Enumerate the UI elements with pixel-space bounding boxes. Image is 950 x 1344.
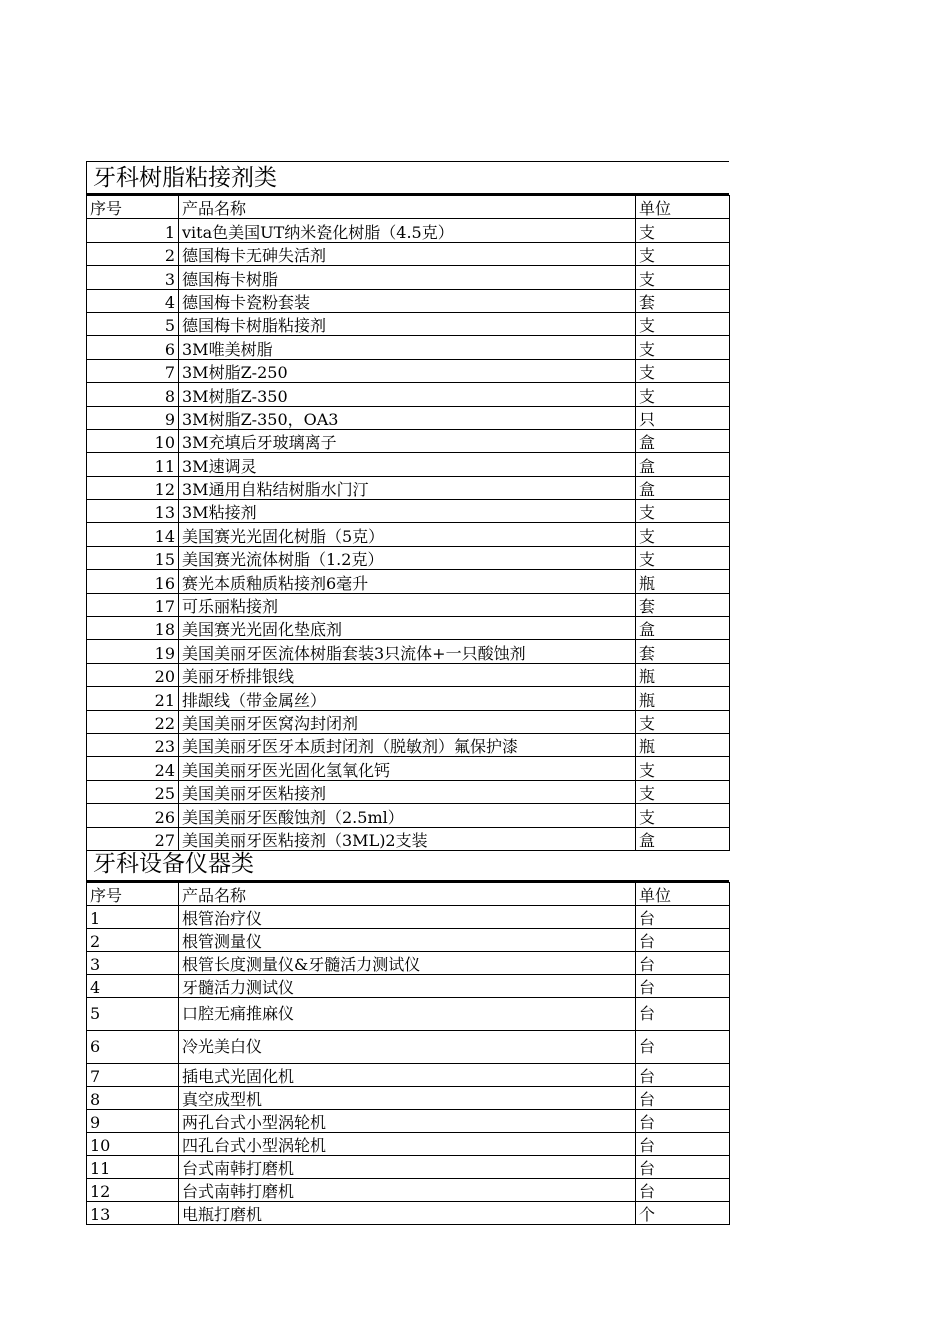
cell-unit: 台 <box>636 1110 730 1133</box>
cell-index: 25 <box>87 780 179 803</box>
cell-product-name: 可乐丽粘接剂 <box>179 593 636 616</box>
cell-product-name: 美国赛光流体树脂（1.2克） <box>179 546 636 569</box>
cell-unit: 台 <box>636 906 730 929</box>
cell-product-name: 冷光美白仪 <box>179 1031 636 1064</box>
table-row <box>87 1087 730 1110</box>
cell-index: 20 <box>87 663 179 686</box>
cell-unit: 只 <box>636 406 730 429</box>
cell-index: 9 <box>87 1110 179 1133</box>
cell-product-name: 插电式光固化机 <box>179 1064 636 1087</box>
cell-product-name: 德国梅卡树脂 <box>179 266 636 289</box>
resin-adhesive-table <box>86 195 730 851</box>
table-row <box>87 219 730 242</box>
cell-index: 2 <box>87 242 179 265</box>
cell-index: 12 <box>87 476 179 499</box>
cell-index: 24 <box>87 757 179 780</box>
cell-product-name: 3M树脂Z-350 <box>179 383 636 406</box>
table-row <box>87 998 730 1031</box>
cell-index: 3 <box>87 952 179 975</box>
cell-unit: 台 <box>636 929 730 952</box>
table-row <box>87 804 730 827</box>
table-row <box>87 1064 730 1087</box>
table-row <box>87 476 730 499</box>
cell-product-name: 美国美丽牙医窝沟封闭剂 <box>179 710 636 733</box>
cell-unit: 支 <box>636 359 730 382</box>
cell-product-name: 3M粘接剂 <box>179 500 636 523</box>
header-index: 序号 <box>87 883 179 906</box>
table-row <box>87 617 730 640</box>
cell-unit: 瓶 <box>636 663 730 686</box>
table-row <box>87 1202 730 1225</box>
cell-product-name: 德国梅卡树脂粘接剂 <box>179 312 636 335</box>
cell-index: 4 <box>87 975 179 998</box>
table-row <box>87 383 730 406</box>
cell-index: 16 <box>87 570 179 593</box>
table-row <box>87 359 730 382</box>
table-row <box>87 640 730 663</box>
cell-index: 10 <box>87 1133 179 1156</box>
cell-unit: 盒 <box>636 827 730 850</box>
cell-product-name: 真空成型机 <box>179 1087 636 1110</box>
cell-unit: 支 <box>636 523 730 546</box>
cell-product-name: 两孔台式小型涡轮机 <box>179 1110 636 1133</box>
cell-unit: 支 <box>636 710 730 733</box>
header-unit: 单位 <box>636 883 730 906</box>
cell-index: 12 <box>87 1179 179 1202</box>
equipment-table <box>86 882 730 1225</box>
cell-unit: 套 <box>636 593 730 616</box>
table-row <box>87 952 730 975</box>
cell-unit: 台 <box>636 1064 730 1087</box>
section-title-equipment: 牙科设备仪器类 <box>86 848 729 882</box>
cell-unit: 盒 <box>636 617 730 640</box>
cell-product-name: 根管测量仪 <box>179 929 636 952</box>
table-row <box>87 780 730 803</box>
cell-index: 8 <box>87 383 179 406</box>
cell-index: 27 <box>87 827 179 850</box>
cell-index: 13 <box>87 1202 179 1225</box>
cell-product-name: 3M充填后牙玻璃离子 <box>179 429 636 452</box>
cell-unit: 台 <box>636 1156 730 1179</box>
header-index: 序号 <box>87 196 179 219</box>
cell-product-name: 美国美丽牙医光固化氢氧化钙 <box>179 757 636 780</box>
cell-product-name: 排龈线（带金属丝） <box>179 687 636 710</box>
table-row <box>87 733 730 756</box>
cell-product-name: 根管治疗仪 <box>179 906 636 929</box>
cell-unit: 支 <box>636 804 730 827</box>
table-row <box>87 546 730 569</box>
cell-unit: 个 <box>636 1202 730 1225</box>
cell-product-name: 美国美丽牙医酸蚀剂（2.5ml） <box>179 804 636 827</box>
section-title-resin: 牙科树脂粘接剂类 <box>86 161 729 195</box>
table-row <box>87 266 730 289</box>
cell-index: 3 <box>87 266 179 289</box>
table-row <box>87 1156 730 1179</box>
cell-unit: 支 <box>636 500 730 523</box>
cell-index: 11 <box>87 1156 179 1179</box>
cell-product-name: 口腔无痛推麻仪 <box>179 998 636 1031</box>
cell-index: 6 <box>87 336 179 359</box>
cell-index: 1 <box>87 906 179 929</box>
cell-unit: 盒 <box>636 476 730 499</box>
cell-unit: 台 <box>636 952 730 975</box>
cell-index: 13 <box>87 500 179 523</box>
cell-unit: 瓶 <box>636 733 730 756</box>
cell-product-name: 赛光本质釉质粘接剂6毫升 <box>179 570 636 593</box>
cell-index: 15 <box>87 546 179 569</box>
cell-product-name: 台式南韩打磨机 <box>179 1156 636 1179</box>
cell-index: 23 <box>87 733 179 756</box>
cell-unit: 台 <box>636 975 730 998</box>
cell-unit: 套 <box>636 289 730 312</box>
cell-index: 6 <box>87 1031 179 1064</box>
cell-index: 1 <box>87 219 179 242</box>
cell-unit: 支 <box>636 546 730 569</box>
cell-index: 10 <box>87 429 179 452</box>
cell-product-name: 德国梅卡瓷粉套装 <box>179 289 636 312</box>
table-row <box>87 975 730 998</box>
cell-unit: 台 <box>636 998 730 1031</box>
table-row <box>87 336 730 359</box>
table-row <box>87 663 730 686</box>
table-row <box>87 242 730 265</box>
table-row <box>87 687 730 710</box>
header-product-name: 产品名称 <box>179 883 636 906</box>
table-row <box>87 406 730 429</box>
cell-unit: 台 <box>636 1179 730 1202</box>
cell-unit: 支 <box>636 336 730 359</box>
table-row <box>87 429 730 452</box>
cell-product-name: 3M树脂Z-250 <box>179 359 636 382</box>
cell-product-name: 美国美丽牙医流体树脂套装3只流体+一只酸蚀剂 <box>179 640 636 663</box>
cell-product-name: 电瓶打磨机 <box>179 1202 636 1225</box>
cell-index: 11 <box>87 453 179 476</box>
table-row <box>87 453 730 476</box>
cell-index: 7 <box>87 1064 179 1087</box>
cell-product-name: 美国赛光光固化树脂（5克） <box>179 523 636 546</box>
table-row <box>87 289 730 312</box>
cell-product-name: vita色美国UT纳米瓷化树脂（4.5克） <box>179 219 636 242</box>
cell-unit: 支 <box>636 757 730 780</box>
cell-index: 9 <box>87 406 179 429</box>
cell-product-name: 3M树脂Z-350，OA3 <box>179 406 636 429</box>
cell-unit: 支 <box>636 780 730 803</box>
cell-product-name: 根管长度测量仪&牙髓活力测试仪 <box>179 952 636 975</box>
cell-index: 7 <box>87 359 179 382</box>
cell-unit: 盒 <box>636 429 730 452</box>
table-row <box>87 757 730 780</box>
cell-index: 21 <box>87 687 179 710</box>
cell-product-name: 四孔台式小型涡轮机 <box>179 1133 636 1156</box>
table-row <box>87 710 730 733</box>
cell-product-name: 3M速调灵 <box>179 453 636 476</box>
table-row <box>87 929 730 952</box>
cell-unit: 瓶 <box>636 570 730 593</box>
table-row <box>87 906 730 929</box>
table-row <box>87 593 730 616</box>
table-row <box>87 312 730 335</box>
cell-product-name: 牙髓活力测试仪 <box>179 975 636 998</box>
header-product-name: 产品名称 <box>179 196 636 219</box>
table-row <box>87 570 730 593</box>
cell-unit: 盒 <box>636 453 730 476</box>
cell-index: 2 <box>87 929 179 952</box>
table-row <box>87 1133 730 1156</box>
cell-unit: 支 <box>636 242 730 265</box>
table-row <box>87 523 730 546</box>
table-row <box>87 500 730 523</box>
cell-unit: 瓶 <box>636 687 730 710</box>
cell-product-name: 美国美丽牙医粘接剂（3ML)2支装 <box>179 827 636 850</box>
cell-index: 26 <box>87 804 179 827</box>
cell-product-name: 德国梅卡无砷失活剂 <box>179 242 636 265</box>
header-unit: 单位 <box>636 196 730 219</box>
cell-index: 17 <box>87 593 179 616</box>
cell-index: 5 <box>87 998 179 1031</box>
table-header-row <box>87 196 730 219</box>
cell-unit: 台 <box>636 1087 730 1110</box>
cell-product-name: 台式南韩打磨机 <box>179 1179 636 1202</box>
cell-product-name: 美丽牙桥排银线 <box>179 663 636 686</box>
cell-unit: 支 <box>636 312 730 335</box>
table-row <box>87 1110 730 1133</box>
cell-index: 22 <box>87 710 179 733</box>
cell-product-name: 3M通用自粘结树脂水门汀 <box>179 476 636 499</box>
cell-unit: 台 <box>636 1031 730 1064</box>
cell-unit: 支 <box>636 266 730 289</box>
table-row <box>87 1179 730 1202</box>
cell-product-name: 美国美丽牙医粘接剂 <box>179 780 636 803</box>
cell-product-name: 美国赛光光固化垫底剂 <box>179 617 636 640</box>
table-row <box>87 827 730 850</box>
cell-index: 8 <box>87 1087 179 1110</box>
cell-index: 4 <box>87 289 179 312</box>
cell-index: 18 <box>87 617 179 640</box>
cell-index: 5 <box>87 312 179 335</box>
table-row <box>87 1031 730 1064</box>
cell-unit: 台 <box>636 1133 730 1156</box>
cell-product-name: 美国美丽牙医牙本质封闭剂（脱敏剂）氟保护漆 <box>179 733 636 756</box>
cell-index: 19 <box>87 640 179 663</box>
cell-index: 14 <box>87 523 179 546</box>
cell-unit: 支 <box>636 219 730 242</box>
cell-unit: 支 <box>636 383 730 406</box>
table-header-row <box>87 883 730 906</box>
cell-unit: 套 <box>636 640 730 663</box>
cell-product-name: 3M唯美树脂 <box>179 336 636 359</box>
